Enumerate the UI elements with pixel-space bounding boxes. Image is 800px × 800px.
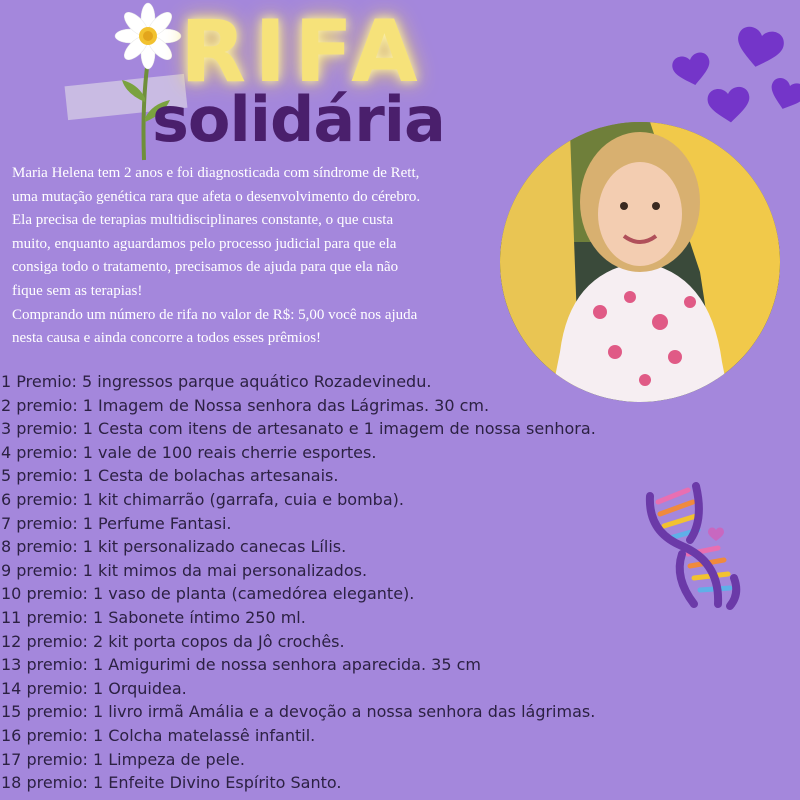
intro-line: uma mutação genética rara que afeta o desenvolvimento do cérebro. bbox=[12, 188, 421, 205]
prize-item: 10 premio: 1 vaso de planta (camedórea elegante). bbox=[1, 584, 415, 604]
prize-item: 2 premio: 1 Imagem de Nossa senhora das Lágrimas. 30 cm. bbox=[1, 395, 490, 415]
prize-item: 6 premio: 1 kit chimarrão (garrafa, cuia e bomba). bbox=[1, 489, 404, 509]
intro-line: Ela precisa de terapias multidisciplinares constante, o que custa bbox=[12, 212, 394, 229]
title-rifa: RIFA bbox=[180, 2, 426, 102]
prize-item: 4 premio: 1 vale de 100 reais cherrie esportes. bbox=[1, 442, 377, 462]
prize-item: 1 Premio: 5 ingressos parque aquático Rozadevinedu. bbox=[1, 372, 432, 391]
intro-line: Comprando um número de rifa no valor de R$: 5,00 você nos ajuda bbox=[12, 306, 418, 323]
prize-item: 12 premio: 2 kit porta copos da Jô crochês. bbox=[1, 631, 345, 651]
title-solidaria: solidária bbox=[152, 83, 445, 156]
prize-item: 18 premio: 1 Enfeite Divino Espírito Santo. bbox=[1, 773, 342, 793]
dna-icon bbox=[638, 482, 748, 610]
prize-item: 15 premio: 1 livro irmã Amália e a devoção a nossa senhora das lágrimas. bbox=[1, 702, 596, 722]
prize-item: 13 premio: 1 Amigurimi de nossa senhora aparecida. 35 cm bbox=[1, 655, 481, 675]
prize-item: 7 premio: 1 Perfume Fantasi. bbox=[1, 513, 232, 533]
prize-item: 16 premio: 1 Colcha matelassê infantil. bbox=[1, 725, 316, 745]
intro-text bbox=[12, 162, 522, 351]
intro-line: Maria Helena tem 2 anos e foi diagnosticada com síndrome de Rett, bbox=[12, 165, 420, 181]
prize-item: 3 premio: 1 Cesta com itens de artesanato e 1 imagem de nossa senhora. bbox=[1, 419, 596, 439]
prize-item: 9 premio: 1 kit mimos da mai personalizados. bbox=[1, 560, 368, 580]
hearts-icon bbox=[666, 22, 800, 132]
intro-line: consiga todo o tratamento, precisamos de ajuda para que ela não bbox=[12, 259, 399, 276]
intro-line: fique sem as terapias! bbox=[12, 282, 143, 299]
prize-item: 14 premio: 1 Orquidea. bbox=[1, 678, 187, 698]
prize-item: 11 premio: 1 Sabonete íntimo 250 ml. bbox=[1, 607, 306, 627]
child-portrait bbox=[500, 122, 780, 402]
prize-item: 5 premio: 1 Cesta de bolachas artesanais. bbox=[1, 466, 339, 486]
intro-line: muito, enquanto aguardamos pelo processo judicial para que ela bbox=[12, 235, 397, 252]
prize-item: 8 premio: 1 kit personalizado canecas Lílis. bbox=[1, 537, 347, 557]
prize-item: 17 premio: 1 Limpeza de pele. bbox=[1, 749, 245, 769]
intro-line: nesta causa e ainda concorre a todos esses prêmios! bbox=[12, 330, 322, 347]
